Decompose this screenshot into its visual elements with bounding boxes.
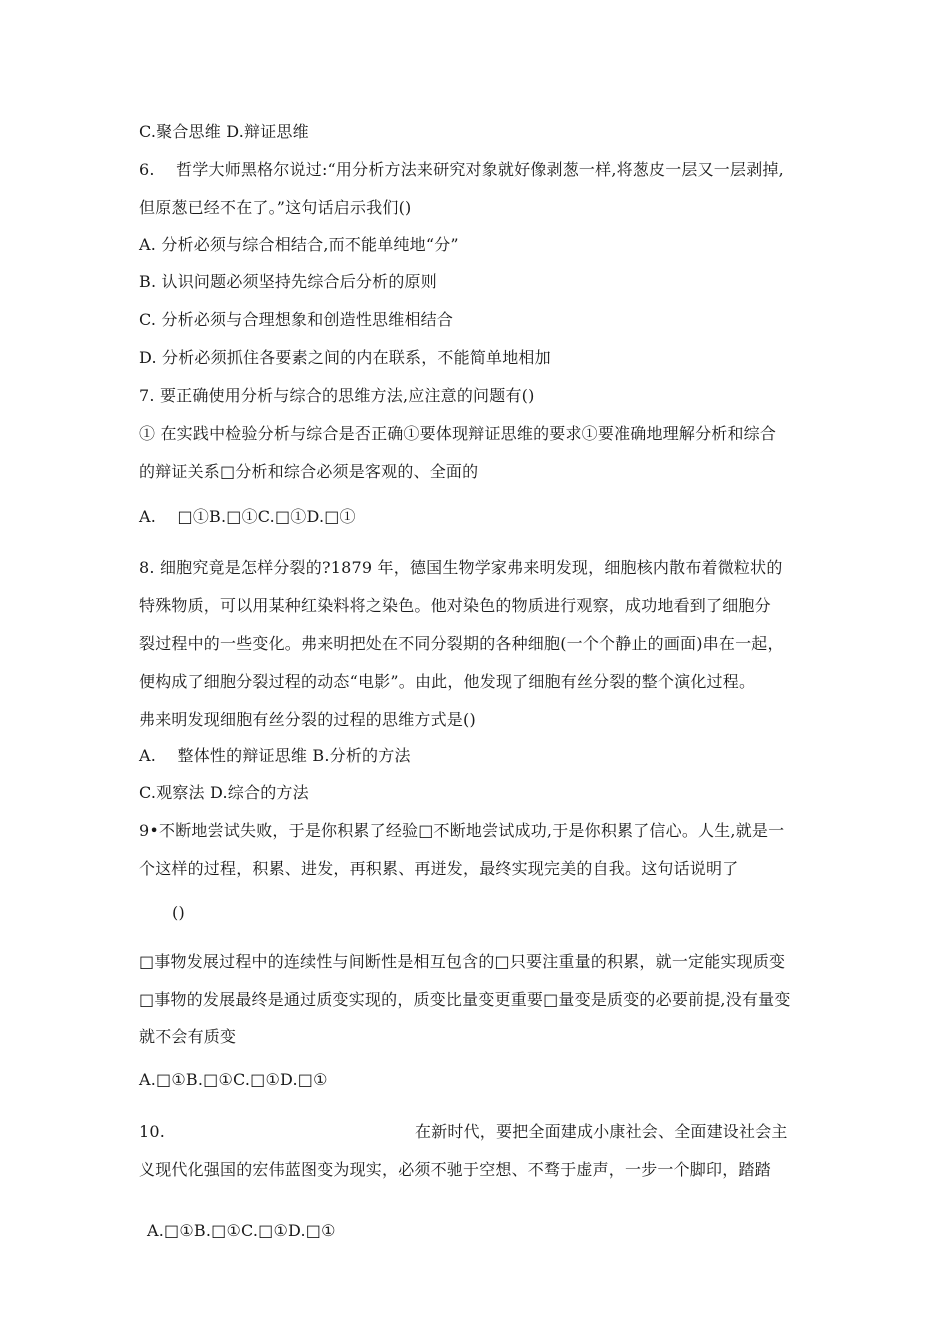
q10-stem-line-2: 义现代化强国的宏伟蓝图变为现实，必须不驰于空想、不骛于虚声，一步一个脚印，踏踏 — [139, 1160, 771, 1179]
q9-statements-line-1: □事物发展过程中的连续性与间断性是相互包含的□只要注重量的积累，就一定能实现质变 — [139, 952, 786, 971]
q8-stem-line-4: 便构成了细胞分裂过程的动态“电影”。由此，他发现了细胞有丝分裂的整个演化过程。 — [139, 672, 756, 691]
q7-statements-line-1: ① 在实践中检验分析与综合是否正确①要体现辩证思维的要求①要准确地理解分析和综合 — [139, 424, 777, 443]
q6-stem-line-1: 6. 哲学大师黑格尔说过:“用分析方法来研究对象就好像剥葱一样,将葱皮一层又一层剥掉, — [139, 160, 784, 179]
q6-option-c: C. 分析必须与合理想象和创造性思维相结合 — [139, 310, 454, 329]
q8-options-ab: A. 整体性的辩证思维 B.分析的方法 — [139, 746, 411, 765]
q8-stem-line-3: 裂过程中的一些变化。弗来明把处在不同分裂期的各种细胞(一个个静止的画面)串在一起， — [139, 634, 784, 653]
q6-option-b: B. 认识问题必须坚持先综合后分析的原则 — [139, 272, 437, 291]
q8-stem-line-1: 8. 细胞究竟是怎样分裂的?1879 年，德国生物学家弗来明发现，细胞核内散布着微粒状的 — [139, 558, 783, 577]
q7-statements-line-2: 的辩证关系□分析和综合必须是客观的、全面的 — [139, 462, 479, 481]
q9-answer-blank: () — [172, 903, 185, 922]
q7-options: A. □①B.□①C.□①D.□① — [139, 507, 356, 526]
q10-stem-line-1: 在新时代，要把全面建成小康社会、全面建设社会主 — [415, 1122, 788, 1141]
q7-stem: 7. 要正确使用分析与综合的思维方法,应注意的问题有() — [139, 386, 535, 405]
q8-options-cd: C.观察法 D.综合的方法 — [139, 783, 309, 802]
q5-options-cd: C.聚合思维 D.辩证思维 — [139, 122, 309, 141]
q8-stem-line-2: 特殊物质，可以用某种红染料将之染色。他对染色的物质进行观察，成功地看到了细胞分 — [139, 596, 771, 615]
q6-stem-line-2: 但原葱已经不在了。”这句话启示我们() — [139, 198, 412, 217]
q9-statements-line-2: □事物的发展最终是通过质变实现的，质变比量变更重要□量变是质变的必要前提,没有量变 — [139, 990, 791, 1009]
q9-statements-line-3: 就不会有质变 — [139, 1027, 237, 1046]
q6-option-d: D. 分析必须抓住各要素之间的内在联系，不能简单地相加 — [139, 348, 551, 367]
q9-options: A.□①B.□①C.□①D.□① — [139, 1070, 328, 1089]
q6-option-a: A. 分析必须与综合相结合,而不能单纯地“分” — [139, 235, 459, 254]
q10-number: 10. — [139, 1122, 166, 1141]
q9-stem-line-1: 9•不断地尝试失败，于是你积累了经验□不断地尝试成功,于是你积累了信心。人生,就是一 — [139, 821, 785, 840]
q9-stem-line-2: 个这样的过程，积累、进发，再积累、再迸发，最终实现完美的自我。这句话说明了 — [139, 859, 739, 878]
q10-options: A.□①B.□①C.□①D.□① — [147, 1221, 336, 1240]
q8-stem-line-5: 弗来明发现细胞有丝分裂的过程的思维方式是() — [139, 710, 476, 729]
